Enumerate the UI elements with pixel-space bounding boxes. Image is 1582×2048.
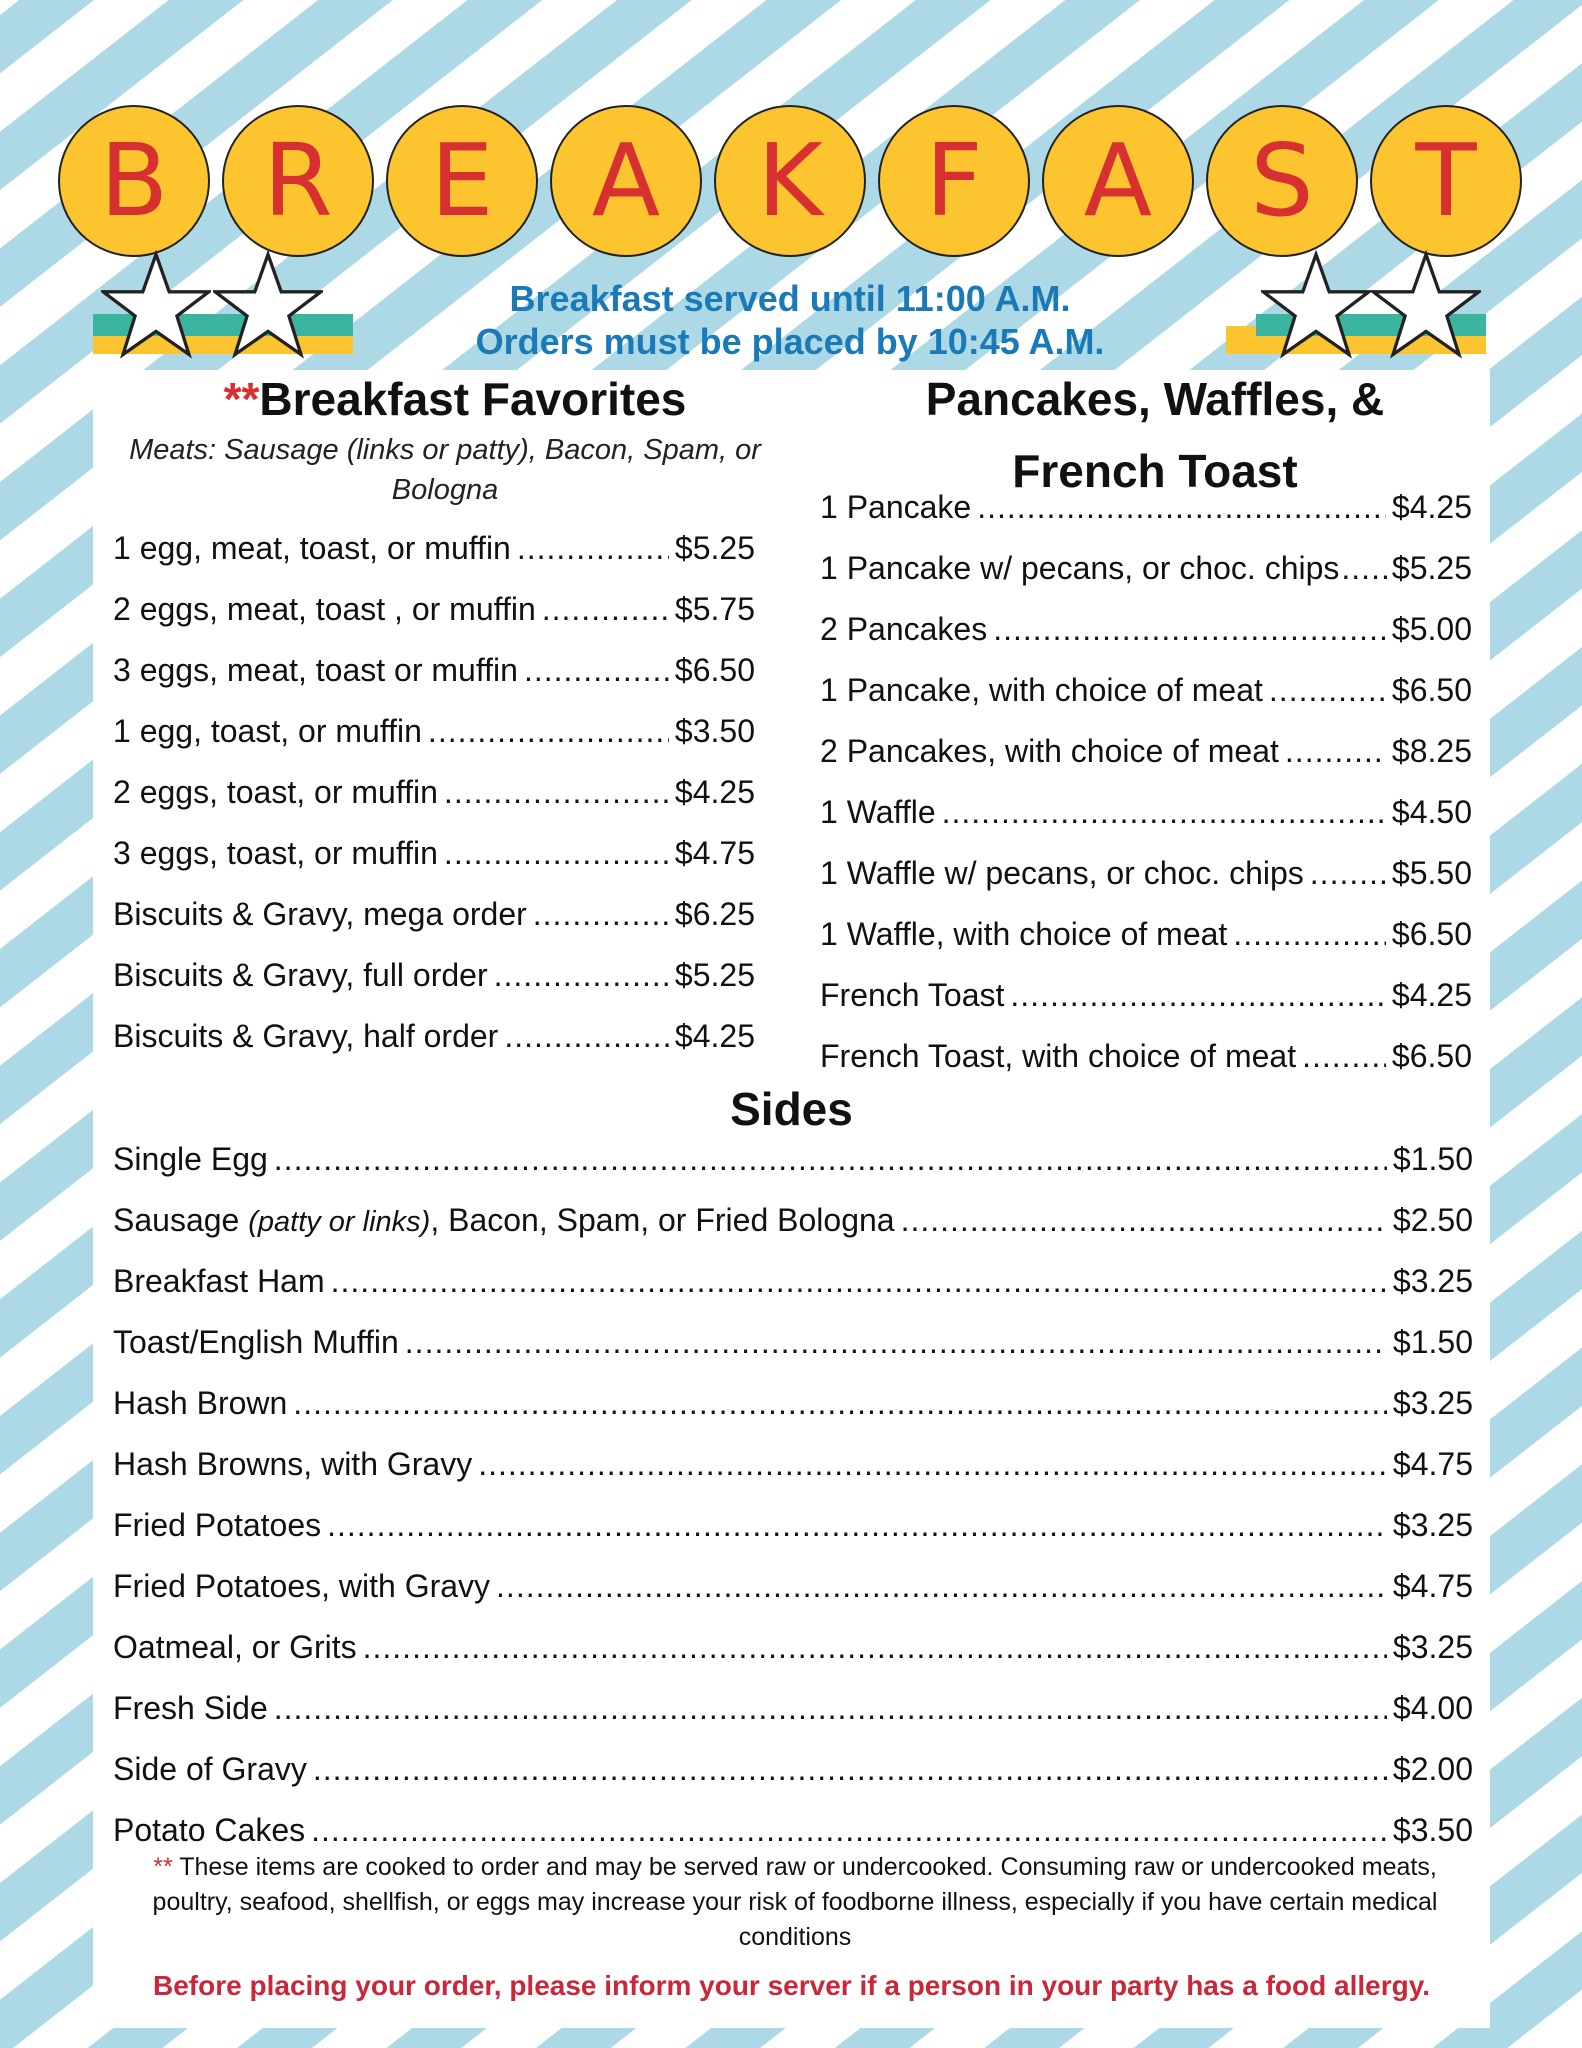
sides-heading: Sides [730, 1083, 853, 1135]
leader-dots [1233, 916, 1386, 953]
leader-dots [1010, 977, 1386, 1014]
item-price: $3.25 [1392, 1385, 1473, 1421]
item-price: $3.50 [674, 713, 755, 749]
item-name: 2 Pancakes, with choice of meat [820, 733, 1279, 769]
menu-item [113, 1507, 1473, 1551]
item-name: Hash Browns, with Gravy [113, 1446, 473, 1482]
menu-item [113, 774, 755, 818]
item-name: 3 eggs, toast, or muffin [113, 835, 438, 871]
menu-item [113, 1263, 1473, 1307]
item-price: $4.50 [1391, 794, 1472, 830]
menu-item [820, 977, 1472, 1021]
leader-dots [901, 1202, 1387, 1239]
title-letter-circle: A [1042, 105, 1194, 257]
leader-dots [496, 1568, 1387, 1605]
leader-dots [942, 794, 1386, 831]
item-price: $4.00 [1392, 1690, 1473, 1726]
leader-dots [428, 713, 669, 750]
leader-dots [363, 1629, 1387, 1666]
leader-dots [274, 1690, 1387, 1727]
leader-dots [1269, 672, 1386, 709]
item-name: 1 Waffle [820, 794, 936, 830]
item-price: $5.00 [1391, 611, 1472, 647]
item-name: Fried Potatoes [113, 1507, 322, 1543]
breakfast-title [58, 105, 1528, 265]
leader-dots [1302, 1038, 1386, 1075]
leader-dots [331, 1263, 1387, 1300]
item-price: $2.00 [1392, 1751, 1473, 1787]
menu-item [113, 1568, 1473, 1612]
leader-dots [274, 1141, 1387, 1178]
item-name: Biscuits & Gravy, half order [113, 1018, 499, 1054]
left-star-ribbon [93, 290, 353, 358]
item-price: $5.75 [674, 591, 755, 627]
item-price: $6.25 [674, 896, 755, 932]
title-letter-circle: A [550, 105, 702, 257]
menu-item [113, 1751, 1473, 1795]
star-icon [213, 250, 323, 360]
item-name: French Toast, with choice of meat [820, 1038, 1297, 1074]
item-name: Potato Cakes [113, 1812, 306, 1848]
item-name: Biscuits & Gravy, mega order [113, 896, 527, 932]
star-icon [1371, 250, 1481, 360]
allergy-notice: Before placing your order, please inform your server if a person in your party has a food allergy. [153, 1970, 1430, 2001]
menu-item [113, 1385, 1473, 1429]
leader-dots [478, 1446, 1387, 1483]
leader-dots [313, 1751, 1387, 1788]
menu-item [113, 1446, 1473, 1490]
menu-item [820, 550, 1472, 594]
menu-item [113, 530, 755, 574]
leader-dots [1285, 733, 1386, 770]
item-price: $4.25 [674, 774, 755, 810]
leader-dots [517, 530, 669, 567]
menu-item [820, 1038, 1472, 1082]
menu-item [113, 652, 755, 696]
meats-note: Meats: Sausage (links or patty), Bacon, Spam, or Bologna [129, 434, 761, 506]
title-letter-circle: F [878, 105, 1030, 257]
disclaimer-text: These items are cooked to order and may be served raw or undercooked. Consuming raw or undercooked meats, poultry, seafood, shellfish, or eggs may increase your risk of foodborne illness, especially if you have certain medical conditions [152, 1853, 1438, 1951]
item-price: $3.50 [1392, 1812, 1473, 1848]
item-name: 1 egg, toast, or muffin [113, 713, 422, 749]
item-name: 1 egg, meat, toast, or muffin [113, 530, 511, 566]
food-safety-disclaimer [120, 1850, 1470, 1955]
leader-dots [977, 489, 1386, 526]
disclaimer-mark: ** [153, 1853, 173, 1881]
leader-dots [405, 1324, 1387, 1361]
leader-dots [311, 1812, 1387, 1849]
leader-dots [524, 652, 669, 689]
leader-dots [494, 957, 669, 994]
item-name: Oatmeal, or Grits [113, 1629, 357, 1665]
menu-item [820, 733, 1472, 777]
title-letter-circle: T [1370, 105, 1522, 257]
item-price: $2.50 [1392, 1202, 1473, 1238]
star-icon [101, 250, 211, 360]
item-price: $5.25 [1391, 550, 1472, 586]
pancakes-heading-line-1: Pancakes, Waffles, & [925, 373, 1385, 425]
item-price: $6.50 [1391, 672, 1472, 708]
item-name: 2 eggs, toast, or muffin [113, 774, 438, 810]
item-price: $1.50 [1392, 1141, 1473, 1177]
menu-item [113, 713, 755, 757]
title-letter-circle: K [714, 105, 866, 257]
item-name-suffix: , Bacon, Spam, or Fried Bologna [430, 1202, 895, 1238]
menu-item [113, 835, 755, 879]
item-price: $4.75 [1392, 1568, 1473, 1604]
title-letter-circle: B [58, 105, 210, 257]
item-price: $3.25 [1392, 1263, 1473, 1299]
item-name: 2 eggs, meat, toast , or muffin [113, 591, 536, 627]
item-price: $6.50 [1391, 1038, 1472, 1074]
item-price: $5.25 [674, 957, 755, 993]
item-price: $4.25 [1391, 977, 1472, 1013]
menu-item [113, 591, 755, 635]
item-name: 1 Pancake [820, 489, 972, 525]
leader-dots [542, 591, 669, 628]
item-price: $5.25 [674, 530, 755, 566]
item-price: $3.25 [1392, 1507, 1473, 1543]
leader-dots [533, 896, 669, 933]
menu-item [113, 1141, 1473, 1185]
menu-item [113, 957, 755, 1001]
item-name: French Toast [820, 977, 1005, 1013]
menu-item [820, 794, 1472, 838]
title-letter-circle: E [386, 105, 538, 257]
item-price: $4.25 [1391, 489, 1472, 525]
item-name: 1 Waffle, with choice of meat [820, 916, 1228, 952]
item-name: Fried Potatoes, with Gravy [113, 1568, 491, 1604]
item-price: $4.75 [1392, 1446, 1473, 1482]
item-name [113, 1202, 895, 1239]
item-name-note: (patty or links) [248, 1206, 431, 1238]
right-star-ribbon [1226, 290, 1486, 358]
item-price: $8.25 [1391, 733, 1472, 769]
order-by-line: Orders must be placed by 10:45 A.M. [475, 321, 1105, 362]
item-name-main: Sausage [113, 1202, 240, 1238]
leader-dots [444, 835, 669, 872]
item-name: Fresh Side [113, 1690, 268, 1726]
favorites-heading-mark: ** [223, 373, 260, 425]
item-name: 2 Pancakes [820, 611, 988, 647]
item-name: 1 Pancake, with choice of meat [820, 672, 1263, 708]
menu-item [113, 896, 755, 940]
item-price: $5.50 [1391, 855, 1472, 891]
title-letter-circle: R [222, 105, 374, 257]
menu-item [113, 1202, 1473, 1246]
item-name: Single Egg [113, 1141, 268, 1177]
item-price: $3.25 [1392, 1629, 1473, 1665]
item-name: Hash Brown [113, 1385, 288, 1421]
menu-item [820, 489, 1472, 533]
title-letter-circle: S [1206, 105, 1358, 257]
star-icon [1261, 250, 1371, 360]
menu-item [113, 1018, 755, 1062]
item-price: $4.25 [674, 1018, 755, 1054]
menu-item [820, 916, 1472, 960]
favorites-heading-text: Breakfast Favorites [259, 373, 687, 425]
item-price: $6.50 [674, 652, 755, 688]
served-until-line: Breakfast served until 11:00 A.M. [509, 278, 1071, 319]
favorites-heading [120, 372, 790, 426]
item-name: Toast/English Muffin [113, 1324, 399, 1360]
leader-dots [993, 611, 1386, 648]
menu-item [113, 1629, 1473, 1673]
menu-item [820, 611, 1472, 655]
item-name: 3 eggs, meat, toast or muffin [113, 652, 518, 688]
menu-item [113, 1324, 1473, 1368]
item-price: $4.75 [674, 835, 755, 871]
leader-dots [504, 1018, 669, 1055]
pancakes-heading-line-2: French Toast [1012, 445, 1298, 497]
leader-dots [293, 1385, 1387, 1422]
leader-dots [1341, 550, 1390, 587]
item-name: Biscuits & Gravy, full order [113, 957, 488, 993]
menu-item [113, 1690, 1473, 1734]
leader-dots [444, 774, 669, 811]
leader-dots [1310, 855, 1386, 892]
item-name: 1 Waffle w/ pecans, or choc. chips [820, 855, 1304, 891]
menu-item [820, 672, 1472, 716]
item-price: $6.50 [1391, 916, 1472, 952]
item-name: Side of Gravy [113, 1751, 307, 1787]
menu-item [820, 855, 1472, 899]
item-name: Breakfast Ham [113, 1263, 325, 1299]
item-name: 1 Pancake w/ pecans, or choc. chips [820, 550, 1340, 586]
item-price: $1.50 [1392, 1324, 1473, 1360]
leader-dots [327, 1507, 1387, 1544]
